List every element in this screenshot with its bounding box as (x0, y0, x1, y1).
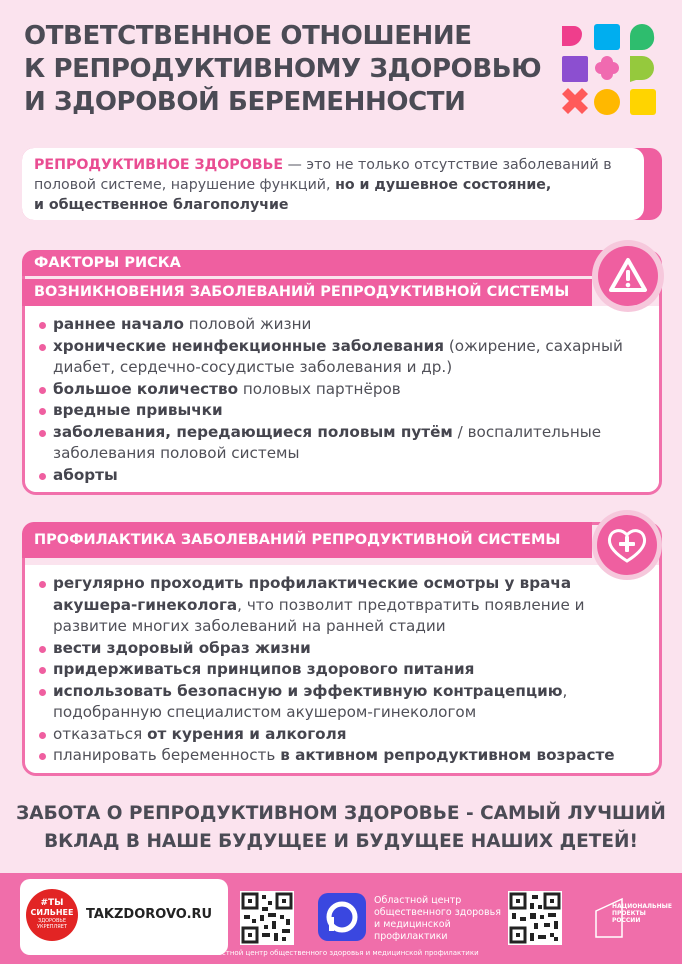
intro-box (22, 148, 662, 220)
item-text: (ожирение, сахарный диабет, сердечно-сосудистые заболевания и др.) (53, 336, 623, 376)
title-line: К РЕПРОДУКТИВНОМУ ЗДОРОВЬЮ (24, 54, 542, 84)
item-text: , подобранную специалистом акушером-гинекологом (53, 681, 568, 721)
item-text: отказаться (53, 724, 148, 743)
center-name (374, 895, 501, 943)
item-bold: придерживаться принципов здорового питания (53, 660, 475, 678)
np-line: РОССИИ (612, 917, 641, 924)
risk-list (25, 306, 659, 492)
speech-bubble-icon (318, 893, 366, 941)
item-text: , что позволит предотвратить появление и развитие многих заболеваний на ранней стадии (53, 595, 585, 635)
risk-header: ФАКТОРЫ РИСКА (22, 250, 642, 276)
center-line: общественного здоровья (374, 907, 501, 918)
project-logo (558, 20, 662, 120)
center-line: Областной центр (374, 895, 462, 906)
logo-leaf (630, 56, 654, 82)
list-item (39, 314, 659, 336)
logo-square (594, 24, 620, 50)
slogan-line: ВКЛАД В НАШЕ БУДУЩЕЕ И БУДУЩЕЕ НАШИХ ДЕТЕЙ! (44, 831, 638, 852)
risk-subheader: ВОЗНИКНОВЕНИЯ ЗАБОЛЕВАНИЙ РЕПРОДУКТИВНОЙ СИСТЕМЫ (22, 279, 592, 306)
logo-drop (630, 24, 654, 50)
np-line: ПРОЕКТЫ (612, 910, 646, 917)
item-text: планировать беременность (53, 746, 281, 764)
item-bold: большое количество (53, 379, 239, 398)
item-bold: от курения и алкоголя (147, 724, 347, 743)
warning-badge (592, 240, 664, 312)
heart-plus-icon (597, 515, 657, 575)
logo-square (562, 56, 588, 82)
list-item (39, 422, 659, 465)
list-item (39, 379, 659, 401)
item-text: / воспалительные заболевания половой системы (53, 422, 602, 462)
item-bold: вести здоровый образ жизни (53, 638, 311, 657)
qr-code (240, 891, 294, 945)
item-bold: раннее начало (53, 315, 184, 333)
intro-term: РЕПРОДУКТИВНОЕ ЗДОРОВЬЕ (34, 157, 284, 173)
list-item (39, 573, 659, 638)
page-title (24, 20, 544, 119)
list-item (39, 724, 659, 746)
badge-text: #ТЫ (40, 898, 64, 908)
list-item (39, 336, 659, 379)
list-item (39, 659, 659, 681)
heart-badge (592, 510, 662, 580)
item-bold: в активном репродуктивном возрасте (280, 746, 615, 764)
item-text: половой жизни (183, 315, 312, 333)
site-link[interactable]: TAKZDOROVO.RU (86, 907, 213, 922)
item-bold: хронические неинфекционные заболевания (53, 336, 445, 355)
prevention-header: ПРОФИЛАКТИКА ЗАБОЛЕВАНИЙ РЕПРОДУКТИВНОЙ СИСТЕМЫ (22, 522, 592, 558)
badge-text: УКРЕПЛЯЕТ (37, 924, 67, 930)
item-bold: заболевания, передающиеся половым путём (53, 422, 453, 441)
logo-square (630, 89, 656, 115)
center-line: и медицинской (374, 919, 451, 930)
list-item (39, 745, 659, 767)
list-item (39, 638, 659, 660)
footer-card (20, 879, 228, 955)
item-text: половых партнёров (238, 379, 401, 398)
logo-circle (594, 89, 620, 115)
intro-text (22, 148, 644, 220)
qr-code (508, 891, 562, 945)
logo-heart-shape (562, 26, 582, 46)
tysilnee-badge (26, 889, 78, 941)
list-item (39, 400, 659, 422)
intro-bold: но и душевное состояние, (335, 177, 552, 193)
logo-flower (595, 56, 619, 80)
center-logo (318, 893, 366, 941)
item-bold: использовать безопасную и эффективную контрацепцию (53, 681, 563, 700)
np-line: НАЦИОНАЛЬНЫЕ (612, 903, 672, 910)
intro-text-part: — это не только отсутствие заболеваний в половой системе, нарушение функций, (34, 157, 612, 193)
warning-icon (598, 246, 658, 306)
slogan-line: ЗАБОТА О РЕПРОДУКТИВНОМ ЗДОРОВЬЕ - САМЫЙ ЛУЧШИЙ (16, 803, 666, 824)
list-item (39, 465, 659, 487)
badge-text: ЗДОРОВЬЕ (37, 918, 67, 924)
badge-text: СИЛЬНЕЕ (30, 908, 74, 917)
logo-cross (562, 88, 588, 114)
intro-bold: и общественное благополучие (34, 197, 289, 213)
national-projects-text (612, 903, 672, 924)
slogan (0, 800, 682, 856)
item-bold: регулярно проходить профилактические осмотры у врача акушера-гинеколога (53, 574, 572, 614)
item-bold: аборты (53, 465, 118, 484)
item-bold: вредные привычки (53, 401, 223, 419)
footer-note: Областной центр общественного здоровья и медицинской профилактики (203, 949, 479, 957)
list-item (39, 681, 659, 724)
prevention-list (25, 565, 659, 773)
center-line: профилактики (374, 931, 448, 942)
title-line: И ЗДОРОВОЙ БЕРЕМЕННОСТИ (24, 87, 466, 117)
title-line: ОТВЕТСТВЕННОЕ ОТНОШЕНИЕ (24, 21, 472, 51)
